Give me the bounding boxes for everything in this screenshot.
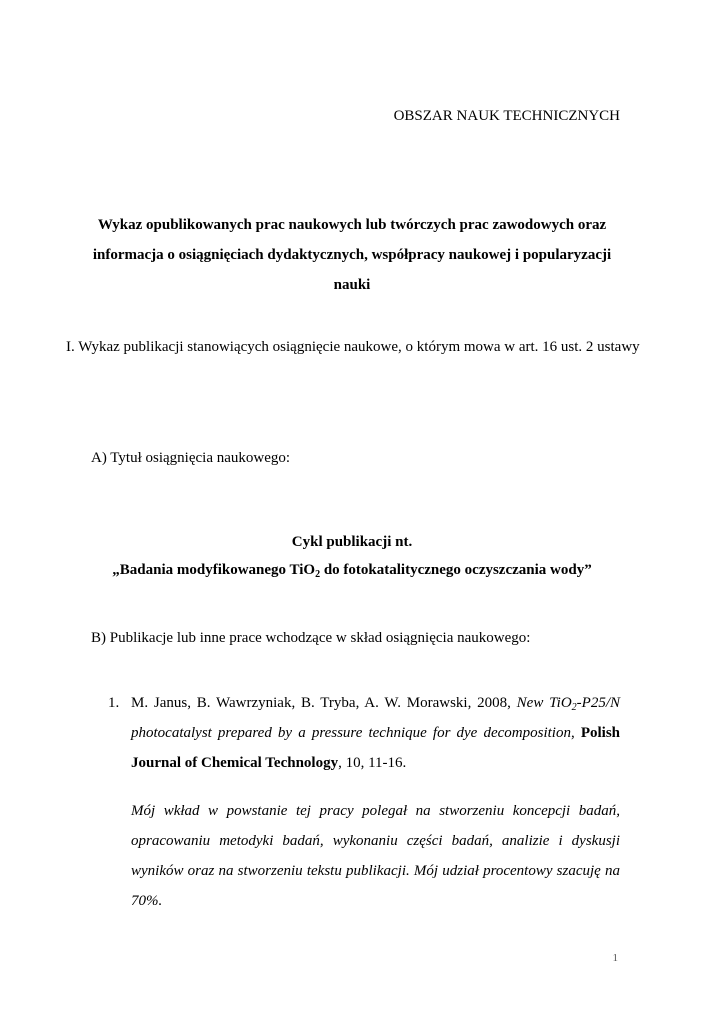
publication-title: New TiO$_2$-P25/N photocatalyst prepared by a pressure technique for dye decomposition — [131, 695, 620, 741]
publication-details: , 10, 11-16. — [338, 755, 407, 771]
publication-citation: M. Janus, B. Wawrzyniak, B. Tryba, A. W. Morawski, 2008, New TiO$_2$-P25/N photocatalyst prepared by a pressure technique for dye decomposition, Polish Journal of Chemical Technology, 10, 11-16. — [131, 695, 621, 771]
title-line-1: Wykaz opublikowanych prac naukowych lub twórczych prac zawodowych oraz — [97, 217, 607, 233]
publication-journal: Polish Journal of Chemical Technology — [131, 725, 621, 771]
subsection-b-heading: B) Publikacje lub inne prace wchodzące w skład osiągnięcia naukowego: — [91, 630, 531, 646]
document-title — [60, 210, 644, 300]
achievement-title — [40, 528, 664, 584]
cycle-label: Cykl publikacji nt. — [291, 534, 413, 550]
contribution-statement: Mój wkład w powstanie tej pracy polegał na stworzeniu koncepcji badań, opracowaniu metodyki badań, wykonaniu części badań, analizie i dyskusji wyników oraz na stworzeniu tekstu publikacji. Mój udział procentowy szacuję na 70%. — [131, 803, 620, 909]
publication-number: 1. — [108, 695, 120, 711]
title-line-2: informacja o osiągnięciach dydaktycznych, współpracy naukowej i popularyzacji — [92, 247, 612, 263]
page-number: 1 — [612, 952, 618, 964]
document-area-header: OBSZAR NAUK TECHNICZNYCH — [393, 108, 620, 124]
cycle-topic: „Badania modyfikowanego TiO$_2$ do fotokatalitycznego oczyszczania wody” — [112, 562, 592, 580]
subsection-a-heading: A) Tytuł osiągnięcia naukowego: — [91, 450, 291, 466]
title-line-3: nauki — [333, 277, 371, 293]
section-1-heading: I. Wykaz publikacji stanowiących osiągnięcie naukowe, o którym mowa w art. 16 ust. 2 ustawy — [66, 339, 640, 355]
publication-authors: M. Janus, B. Wawrzyniak, B. Tryba, A. W. Morawski, 2008, — [131, 695, 517, 711]
